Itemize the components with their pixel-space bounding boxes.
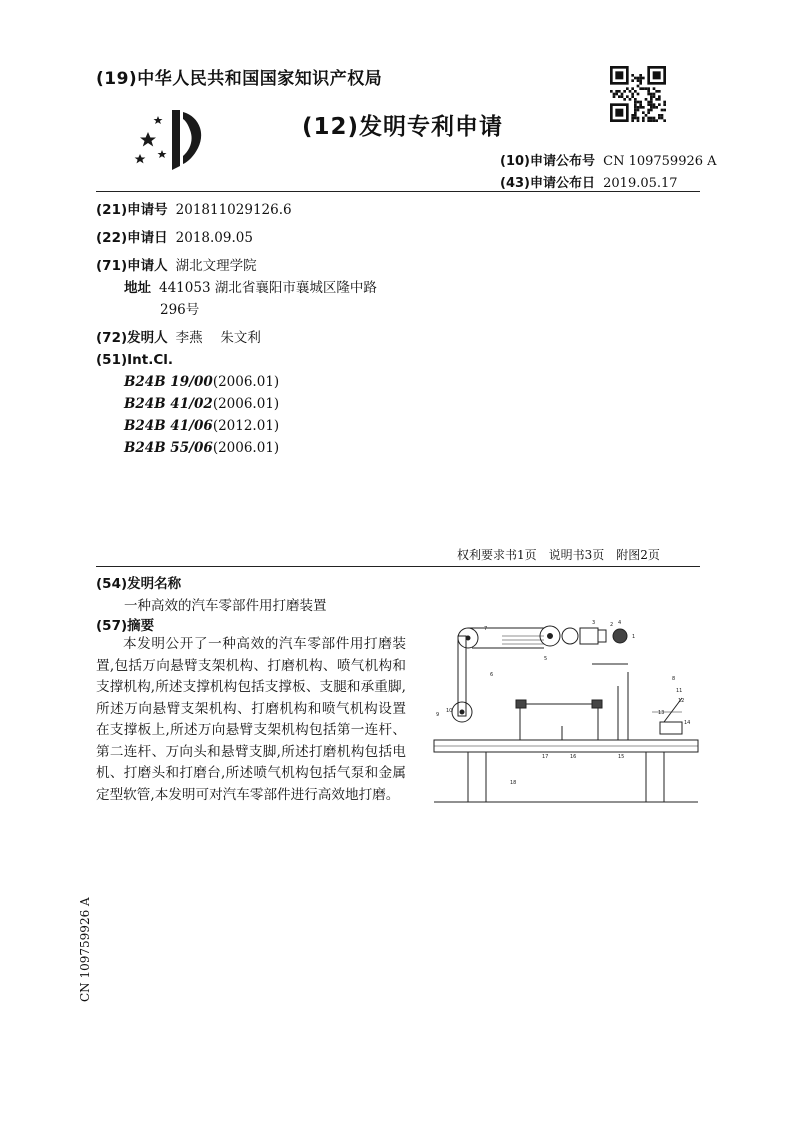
application-number-value: 201811029126.6 — [175, 202, 292, 218]
address — [124, 276, 377, 296]
publication-number — [500, 150, 717, 169]
side-publication-number: CN 109759926 A — [78, 897, 92, 1002]
application-date-label: (22)申请日 — [96, 230, 168, 246]
ipc-code: B24B 41/06 — [124, 418, 213, 434]
logo-star — [135, 154, 146, 163]
figure-reference-numeral: 3 — [592, 620, 596, 626]
ipc-version: (2006.01) — [212, 440, 280, 456]
invention-title-label: (54)发明名称 — [96, 576, 182, 592]
logo-star — [154, 116, 163, 124]
publication-number-value: CN 109759926 A — [603, 154, 717, 169]
figure-reference-numeral: 15 — [618, 754, 625, 760]
applicant-label: (71)申请人 — [96, 258, 168, 274]
logo-swoosh — [183, 112, 201, 164]
figure-reference-numeral: 16 — [570, 754, 577, 760]
description-pages: 说明书3页 — [548, 548, 605, 562]
ipc-entry — [124, 374, 279, 390]
figure-reference-numeral: 8 — [672, 676, 676, 682]
ipc-heading — [96, 352, 173, 368]
ipc-code: B24B 55/06 — [124, 440, 213, 456]
figure-reference-numeral: 10 — [446, 708, 453, 714]
figure-reference-numeral: 9 — [436, 712, 440, 718]
publication-date-value: 2019.05.17 — [603, 176, 678, 191]
figure-reference-numeral: 2 — [610, 622, 614, 628]
application-number-label: (21)申请号 — [96, 202, 168, 218]
support-leg — [468, 752, 486, 802]
ipc-label: (51)Int.Cl. — [96, 352, 174, 368]
figure-reference-numeral: 17 — [542, 754, 549, 760]
qr-code — [610, 66, 666, 122]
figure-reference-numeral: 13 — [658, 710, 665, 716]
motor-cap — [598, 630, 606, 642]
ipc-version: (2012.01) — [212, 418, 280, 434]
ipc-version: (2006.01) — [212, 374, 280, 390]
work-clamp — [592, 700, 602, 708]
ipc-code: B24B 19/00 — [124, 374, 213, 390]
ipc-entry — [124, 396, 279, 412]
invention-title-heading — [96, 572, 181, 592]
document-type: (12)发明专利申请 — [302, 114, 504, 140]
applicant — [96, 254, 257, 274]
work-clamp — [516, 700, 526, 708]
figure-reference-numeral: 12 — [678, 698, 685, 704]
cnipa-logo — [128, 102, 218, 172]
section-divider — [96, 566, 700, 567]
ipc-entry — [124, 418, 279, 434]
figure-reference-numeral: 14 — [684, 720, 691, 726]
publication-date — [500, 172, 678, 191]
application-date — [96, 226, 253, 246]
air-nozzle — [613, 629, 627, 643]
address-line-1: 441053 湖北省襄阳市襄城区隆中路 — [159, 280, 377, 296]
figure-reference-numeral: 11 — [676, 688, 683, 694]
inventors-value: 李燕 朱文利 — [175, 330, 261, 346]
inventors-label: (72)发明人 — [96, 330, 168, 346]
abstract-text: 本发明公开了一种高效的汽车零部件用打磨装置,包括万向悬臂支架机构、打磨机构、喷气机构和支撑机构,所述支撑机构包括支撑板、支腿和承重脚,所述万向悬臂支架机构、打磨机构和喷气机构设置在支撑板上,所述万向悬臂支架机构包括第一连杆、第二连杆、万向头和悬臂支脚,所述打磨机构包括电机、打磨头和打磨台,所述喷气机构包括气泵和金属定型软管,本发明可对汽车零部件进行高效地打磨。 — [96, 636, 406, 803]
support-leg — [646, 752, 664, 802]
figure-reference-numeral: 5 — [544, 656, 548, 662]
drawing-pages: 附图2页 — [616, 548, 660, 562]
abstract-drawing — [432, 616, 702, 812]
logo-star — [158, 150, 167, 158]
publication-date-label: (43)申请公布日 — [500, 176, 595, 191]
address-continued — [160, 298, 199, 318]
logo-swoosh — [172, 110, 180, 170]
publication-number-label: (10)申请公布号 — [500, 154, 595, 169]
grinding-wheel-center — [548, 634, 553, 639]
ipc-code: B24B 41/02 — [124, 396, 213, 412]
ipc-version: (2006.01) — [212, 396, 280, 412]
figure-reference-numeral: 4 — [618, 620, 622, 626]
address-line-2: 296号 — [160, 302, 200, 318]
figure-reference-numeral: 6 — [490, 672, 494, 678]
figure-reference-numeral: 1 — [632, 634, 636, 640]
invention-title: 一种高效的汽车零部件用打磨装置 — [124, 598, 327, 614]
office-name: (19)中华人民共和国国家知识产权局 — [96, 69, 383, 89]
application-number — [96, 198, 292, 218]
application-date-value: 2018.09.05 — [175, 230, 253, 246]
motor-pulley — [562, 628, 578, 644]
arm-joint-center — [460, 710, 464, 714]
applicant-value: 湖北文理学院 — [175, 258, 257, 274]
motor-body — [580, 628, 598, 644]
air-pump — [660, 722, 682, 734]
ipc-entry — [124, 440, 279, 456]
address-label: 地址 — [124, 280, 151, 296]
header-divider — [96, 191, 700, 192]
inventors — [96, 326, 261, 346]
claims-pages: 权利要求书1页 — [457, 548, 537, 562]
abstract-label: (57)摘要 — [96, 618, 155, 634]
figure-reference-numeral: 7 — [484, 626, 488, 632]
top-wheel-center — [466, 636, 470, 640]
logo-star — [140, 132, 156, 147]
page-counts — [457, 546, 672, 563]
figure-reference-numeral: 18 — [510, 780, 517, 786]
abstract-heading — [96, 614, 154, 634]
